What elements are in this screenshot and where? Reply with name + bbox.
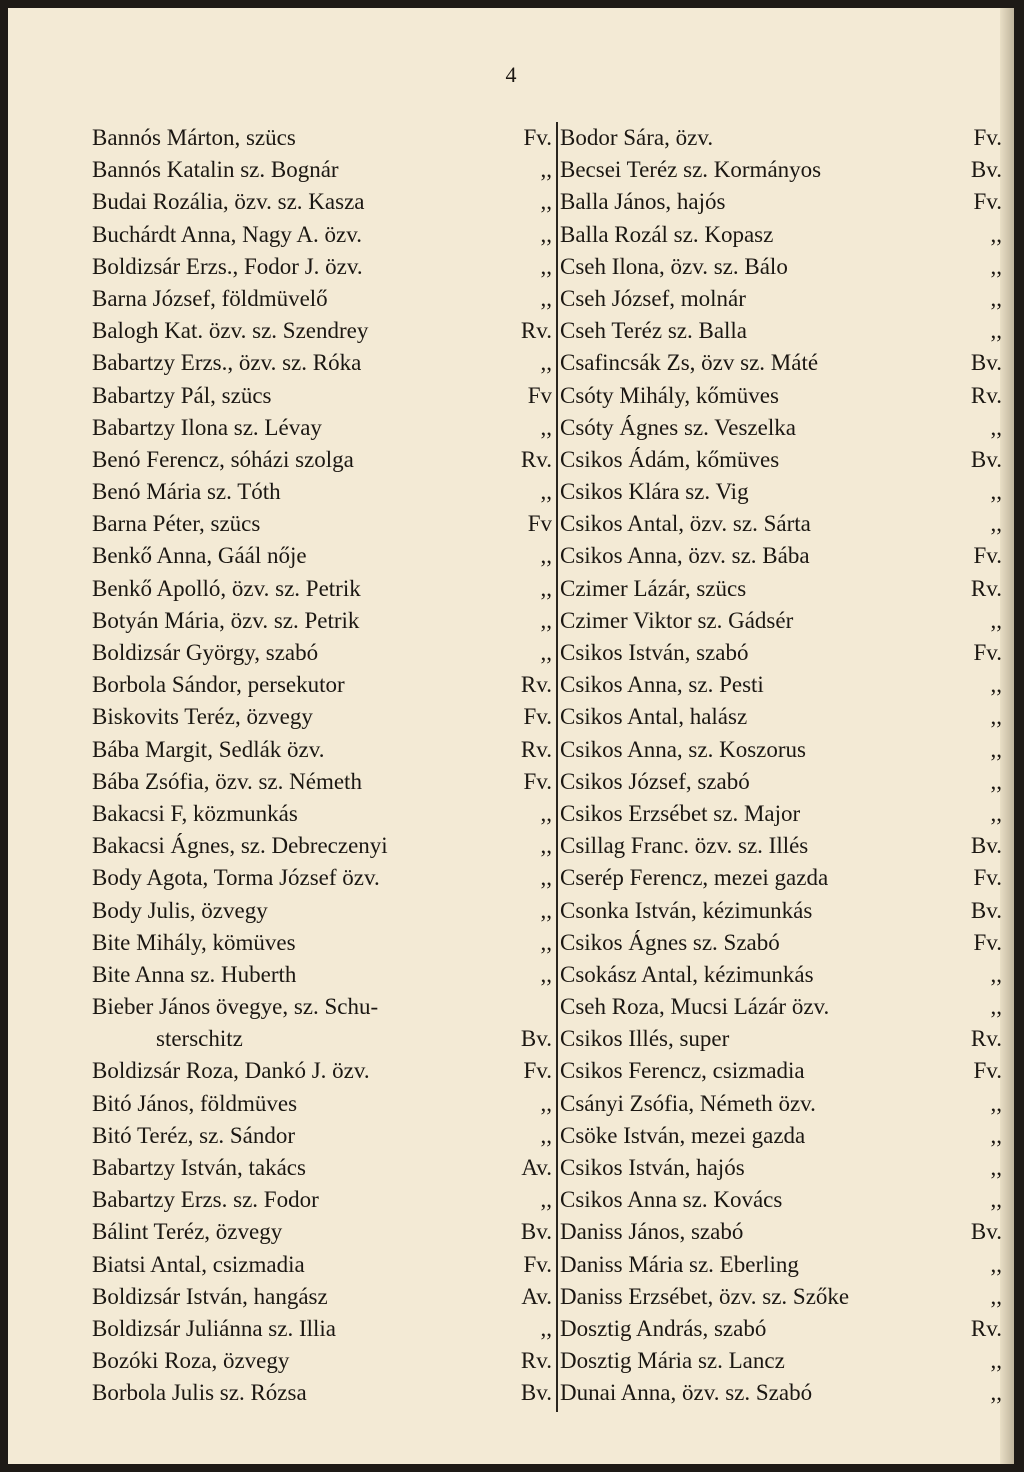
register-entry — [92, 251, 552, 283]
register-entry — [92, 380, 552, 412]
entry-district-mark: Rv. — [520, 446, 552, 472]
entry-district-mark: Fv. — [523, 1058, 552, 1084]
entry-district-mark: ,, — [990, 800, 1002, 826]
register-entry — [560, 991, 1002, 1023]
entry-name: Bannós Katalin sz. Bognár — [92, 157, 339, 183]
entry-district-mark: ,, — [990, 285, 1002, 311]
entry-name: Csikos Illés, super — [560, 1026, 730, 1052]
register-entry — [92, 1152, 552, 1184]
entry-name: Csikos Antal, halász — [560, 704, 748, 730]
entry-name: Csikos Antal, özv. sz. Sárta — [560, 511, 811, 537]
entry-district-mark: ,, — [990, 318, 1002, 344]
entry-district-mark: Rv. — [970, 575, 1002, 601]
entry-district-mark: ,, — [990, 511, 1002, 537]
register-entry — [92, 991, 552, 1023]
entry-name: Csonka István, kézimunkás — [560, 897, 813, 923]
entry-name: Bozóki Roza, özvegy — [92, 1348, 290, 1374]
entry-district-mark: ,, — [540, 897, 552, 923]
entry-district-mark: ,, — [540, 607, 552, 633]
entry-district-mark: ,, — [540, 1187, 552, 1213]
entry-name: Body Julis, özvegy — [92, 897, 268, 923]
entry-district-mark: ,, — [540, 1122, 552, 1148]
register-entry — [92, 573, 552, 605]
entry-district-mark: Bv. — [970, 897, 1002, 923]
entry-district-mark: Bv. — [970, 833, 1002, 859]
register-entry — [92, 637, 552, 669]
entry-district-mark: ,, — [540, 350, 552, 376]
entry-name: Babartzy Ilona sz. Lévay — [92, 414, 322, 440]
entry-district-mark: ,, — [540, 543, 552, 569]
register-entry — [560, 186, 1002, 218]
entry-district-mark: ,, — [990, 479, 1002, 505]
register-entry — [560, 1345, 1002, 1377]
entry-district-mark: ,, — [540, 929, 552, 955]
entry-district-mark: Rv. — [970, 382, 1002, 408]
entry-name: Buchárdt Anna, Nagy A. özv. — [92, 221, 362, 247]
register-entry — [560, 1120, 1002, 1152]
entry-district-mark: ,, — [540, 189, 552, 215]
register-entry — [560, 315, 1002, 347]
register-entry — [560, 122, 1002, 154]
entry-name: Balogh Kat. özv. sz. Szendrey — [92, 318, 369, 344]
register-entry — [92, 701, 552, 733]
entry-district-mark: ,, — [990, 961, 1002, 987]
register-entry — [92, 508, 552, 540]
register-entry — [560, 1152, 1002, 1184]
left-column — [92, 122, 552, 1410]
register-entry — [560, 1184, 1002, 1216]
entry-name: Daniss Erzsébet, özv. sz. Szőke — [560, 1283, 850, 1309]
entry-name: Bitó Teréz, sz. Sándor — [92, 1122, 296, 1148]
register-entry — [560, 1249, 1002, 1281]
entry-district-mark: ,, — [990, 607, 1002, 633]
entry-district-mark: Fv. — [973, 929, 1002, 955]
entry-district-mark: Bv. — [970, 350, 1002, 376]
entry-district-mark: Rv. — [520, 672, 552, 698]
entry-name: Body Agota, Torma József özv. — [92, 865, 380, 891]
entry-name: Bába Zsófia, özv. sz. Németh — [92, 768, 362, 794]
entry-district-mark: Bv. — [970, 446, 1002, 472]
entry-name: Borbola Julis sz. Rózsa — [92, 1380, 307, 1406]
entry-name: Bite Mihály, kömüves — [92, 929, 296, 955]
entry-district-mark: ,, — [540, 253, 552, 279]
entry-name: Csikos István, szabó — [560, 640, 749, 665]
entry-district-mark: ,, — [540, 575, 552, 601]
register-entry — [92, 605, 552, 637]
entry-name: Boldizsár Juliánna sz. Illia — [92, 1315, 336, 1341]
entry-name: Cseh Teréz sz. Balla — [560, 318, 748, 344]
entry-name: Csikos Klára sz. Vig — [560, 479, 749, 505]
page-number: 4 — [505, 62, 517, 87]
entry-name: Bodor Sára, özv. — [560, 125, 714, 150]
entry-district-mark: Bv. — [520, 1026, 552, 1052]
register-entry — [560, 219, 1002, 251]
entry-district-mark: ,, — [540, 414, 552, 440]
entry-district-mark: Bv. — [970, 1219, 1002, 1245]
register-entry — [92, 122, 552, 154]
column-divider — [556, 122, 558, 1412]
register-entry — [92, 1377, 552, 1409]
register-entry — [92, 412, 552, 444]
register-entry — [560, 1313, 1002, 1345]
register-entry — [560, 927, 1002, 959]
entry-name: Boldizsár István, hangász — [92, 1283, 328, 1309]
entry-name: Csikos Ádám, kőmüves — [560, 446, 780, 472]
entry-district-mark: Fv. — [523, 704, 552, 730]
entry-name: Csafincsák Zs, özv sz. Máté — [560, 350, 819, 376]
register-entry — [560, 283, 1002, 315]
entry-name: Csillag Franc. özv. sz. Illés — [560, 833, 809, 859]
entry-name: Bieber János övegye, sz. Schu- — [92, 994, 379, 1020]
entry-name: Budai Rozália, özv. sz. Kasza — [92, 189, 365, 215]
entry-district-mark: Rv. — [520, 736, 552, 762]
register-entry — [560, 347, 1002, 379]
register-entry — [560, 1377, 1002, 1409]
entry-name: Balla János, hajós — [560, 189, 726, 215]
register-entry — [92, 1249, 552, 1281]
entry-district-mark: ,, — [990, 1155, 1002, 1180]
entry-district-mark: ,, — [540, 1090, 552, 1116]
register-entry — [92, 798, 552, 830]
register-entry — [560, 1023, 1002, 1055]
register-entry — [92, 154, 552, 186]
register-entry — [92, 476, 552, 508]
entry-district-mark: ,, — [540, 157, 552, 183]
register-entry — [560, 1216, 1002, 1248]
register-entry — [560, 862, 1002, 894]
entry-name: Bálint Teréz, özvegy — [92, 1219, 283, 1245]
entry-name: Benó Mária sz. Tóth — [92, 479, 281, 505]
register-entry — [92, 283, 552, 315]
entry-district-mark: ,, — [990, 1122, 1002, 1148]
entry-district-mark: Fv. — [523, 1251, 552, 1277]
register-entry — [560, 1281, 1002, 1313]
register-entry — [92, 1184, 552, 1216]
register-entry — [92, 1088, 552, 1120]
register-entry — [92, 1216, 552, 1248]
register-entry — [560, 573, 1002, 605]
register-entry — [560, 959, 1002, 991]
book-page — [8, 8, 1014, 1464]
register-entry — [92, 540, 552, 572]
entry-name: Cserép Ferencz, mezei gazda — [560, 865, 829, 891]
entry-district-mark: ,, — [990, 221, 1002, 247]
register-entry — [560, 251, 1002, 283]
entry-district-mark: ,, — [540, 800, 552, 826]
entry-name: Bite Anna sz. Huberth — [92, 961, 297, 987]
entry-district-mark: ,, — [540, 961, 552, 987]
register-entry — [92, 1313, 552, 1345]
register-entry — [92, 669, 552, 701]
entry-district-mark: ,, — [540, 221, 552, 247]
entry-name: Barna József, földmüvelő — [92, 285, 328, 311]
register-entry — [92, 830, 552, 862]
entry-name: Barna Péter, szücs — [92, 511, 261, 537]
entry-district-mark: Fv — [527, 511, 552, 537]
register-entry — [92, 186, 552, 218]
entry-district-mark: Fv. — [973, 865, 1002, 891]
entry-name: Babartzy Pál, szücs — [92, 382, 272, 408]
register-entry — [560, 734, 1002, 766]
entry-name: Csöke István, mezei gazda — [560, 1122, 806, 1148]
entry-name: Benkő Apolló, özv. sz. Petrik — [92, 575, 361, 601]
entry-name: Borbola Sándor, persekutor — [92, 672, 345, 698]
register-entry — [560, 669, 1002, 701]
entry-name: Bannós Márton, szücs — [92, 125, 296, 150]
entry-name: Csikos Ferencz, csizmadia — [560, 1058, 805, 1084]
entry-district-mark: Fv. — [973, 640, 1002, 665]
register-entry — [92, 1055, 552, 1087]
entry-name: Cseh József, molnár — [560, 285, 746, 311]
entry-name: Babartzy István, takács — [92, 1155, 306, 1180]
entry-name: Csikos Ágnes sz. Szabó — [560, 929, 780, 955]
register-entry — [92, 895, 552, 927]
entry-district-mark: ,, — [990, 1090, 1002, 1116]
register-entry — [92, 1120, 552, 1152]
entry-name: Dosztig Mária sz. Lancz — [560, 1348, 785, 1374]
entry-district-mark: Av. — [521, 1283, 552, 1309]
entry-name: Boldizsár Roza, Dankó J. özv. — [92, 1058, 370, 1084]
register-entry — [92, 444, 552, 476]
register-entry — [92, 347, 552, 379]
entry-district-mark: Fv. — [523, 768, 552, 794]
entry-name: Czimer Lázár, szücs — [560, 575, 747, 601]
entry-district-mark: ,, — [540, 285, 552, 311]
entry-district-mark: Rv. — [520, 318, 552, 344]
register-entry — [560, 540, 1002, 572]
entry-name: Babartzy Erzs., özv. sz. Róka — [92, 350, 362, 376]
entry-district-mark: ,, — [990, 994, 1002, 1020]
entry-district-mark: Fv. — [973, 189, 1002, 215]
entry-name: Csikos Anna sz. Kovács — [560, 1187, 783, 1213]
entry-name: Csikos Anna, özv. sz. Bába — [560, 543, 810, 569]
entry-name: Bakacsi F, közmunkás — [92, 800, 298, 826]
register-entry — [560, 798, 1002, 830]
register-entry — [92, 1023, 552, 1055]
entry-name: Bitó János, földmüves — [92, 1090, 298, 1116]
register-entry — [92, 927, 552, 959]
entry-district-mark: Rv. — [970, 1315, 1002, 1341]
entry-district-mark: ,, — [990, 1187, 1002, 1213]
register-entry — [92, 959, 552, 991]
register-entry — [560, 380, 1002, 412]
entry-district-mark: Fv. — [973, 543, 1002, 569]
entry-district-mark: ,, — [540, 479, 552, 505]
entry-name: Csikos József, szabó — [560, 768, 750, 794]
entry-district-mark: ,, — [990, 1380, 1002, 1406]
entry-district-mark: Rv. — [520, 1348, 552, 1374]
register-entry — [560, 605, 1002, 637]
entry-district-mark: ,, — [540, 640, 552, 665]
entry-district-mark: Bv. — [520, 1380, 552, 1406]
register-entry — [92, 315, 552, 347]
entry-district-mark: Fv — [527, 382, 552, 408]
entry-name: Babartzy Erzs. sz. Fodor — [92, 1187, 319, 1213]
register-entry — [560, 637, 1002, 669]
entry-district-mark: ,, — [990, 704, 1002, 730]
register-entry — [560, 1055, 1002, 1087]
page-binding-edge — [1000, 8, 1014, 1464]
entry-district-mark: ,, — [990, 1348, 1002, 1374]
register-entry — [560, 766, 1002, 798]
entry-name: Csóty Ágnes sz. Veszelka — [560, 414, 796, 440]
register-entry — [560, 508, 1002, 540]
register-entry — [560, 476, 1002, 508]
entry-district-mark: ,, — [990, 1251, 1002, 1277]
entry-name: Csikos Anna, sz. Pesti — [560, 672, 764, 698]
register-entry — [560, 1088, 1002, 1120]
entry-district-mark: ,, — [990, 672, 1002, 698]
entry-name: Becsei Teréz sz. Kormányos — [560, 157, 822, 183]
entry-name: Boldizsár György, szabó — [92, 640, 319, 665]
register-entry — [560, 444, 1002, 476]
entry-name: sterschitz — [156, 1026, 243, 1052]
register-entry — [92, 862, 552, 894]
entry-name: Csikos István, hajós — [560, 1155, 745, 1180]
entry-name: Biatsi Antal, csizmadia — [92, 1251, 305, 1277]
register-entry — [560, 895, 1002, 927]
entry-name: Benó Ferencz, sóházi szolga — [92, 446, 354, 472]
entry-name: Boldizsár Erzs., Fodor J. özv. — [92, 253, 363, 279]
entry-name: Czimer Viktor sz. Gádsér — [560, 607, 794, 633]
entry-name: Dosztig András, szabó — [560, 1315, 767, 1341]
entry-name: Csokász Antal, kézimunkás — [560, 961, 814, 987]
register-entry — [560, 830, 1002, 862]
entry-name: Csányi Zsófia, Németh özv. — [560, 1090, 816, 1116]
entry-name: Csikos Erzsébet sz. Major — [560, 800, 801, 826]
entry-name: Botyán Mária, özv. sz. Petrik — [92, 607, 360, 633]
entry-district-mark: ,, — [540, 1315, 552, 1341]
entry-name: Daniss Mária sz. Eberling — [560, 1251, 799, 1277]
register-entry — [92, 1281, 552, 1313]
entry-name: Cseh Ilona, özv. sz. Bálo — [560, 253, 788, 279]
entry-district-mark: ,, — [990, 736, 1002, 762]
register-entry — [560, 154, 1002, 186]
register-entry — [560, 701, 1002, 733]
entry-name: Balla Rozál sz. Kopasz — [560, 221, 774, 247]
register-entry — [92, 766, 552, 798]
entry-district-mark: Bv. — [520, 1219, 552, 1245]
entry-district-mark: ,, — [990, 768, 1002, 794]
entry-name: Cseh Roza, Mucsi Lázár özv. — [560, 994, 830, 1020]
entry-district-mark: ,, — [540, 865, 552, 891]
register-entry — [92, 219, 552, 251]
entry-district-mark: ,, — [990, 414, 1002, 440]
entry-district-mark: Av. — [521, 1155, 552, 1180]
entry-name: Dunai Anna, özv. sz. Szabó — [560, 1380, 813, 1406]
entry-name: Benkő Anna, Gáál nője — [92, 543, 307, 569]
entry-district-mark: ,, — [990, 1283, 1002, 1309]
register-entry — [92, 734, 552, 766]
entry-district-mark: Fv. — [523, 125, 552, 150]
entry-district-mark: Rv. — [970, 1026, 1002, 1052]
entry-district-mark: ,, — [540, 833, 552, 859]
right-column — [560, 122, 1002, 1410]
entry-district-mark: Fv. — [973, 125, 1002, 150]
entry-name: Csóty Mihály, kőmüves — [560, 382, 779, 408]
entry-name: Daniss János, szabó — [560, 1219, 744, 1245]
register-entry — [560, 412, 1002, 444]
entry-name: Biskovits Teréz, özvegy — [92, 704, 313, 730]
entry-name: Bakacsi Ágnes, sz. Debreczenyi — [92, 833, 388, 859]
entry-name: Csikos Anna, sz. Koszorus — [560, 736, 806, 762]
entry-district-mark: ,, — [990, 253, 1002, 279]
entry-name: Bába Margit, Sedlák özv. — [92, 736, 325, 762]
entry-district-mark: Fv. — [973, 1058, 1002, 1084]
entry-district-mark: Bv. — [970, 157, 1002, 183]
register-entry — [92, 1345, 552, 1377]
